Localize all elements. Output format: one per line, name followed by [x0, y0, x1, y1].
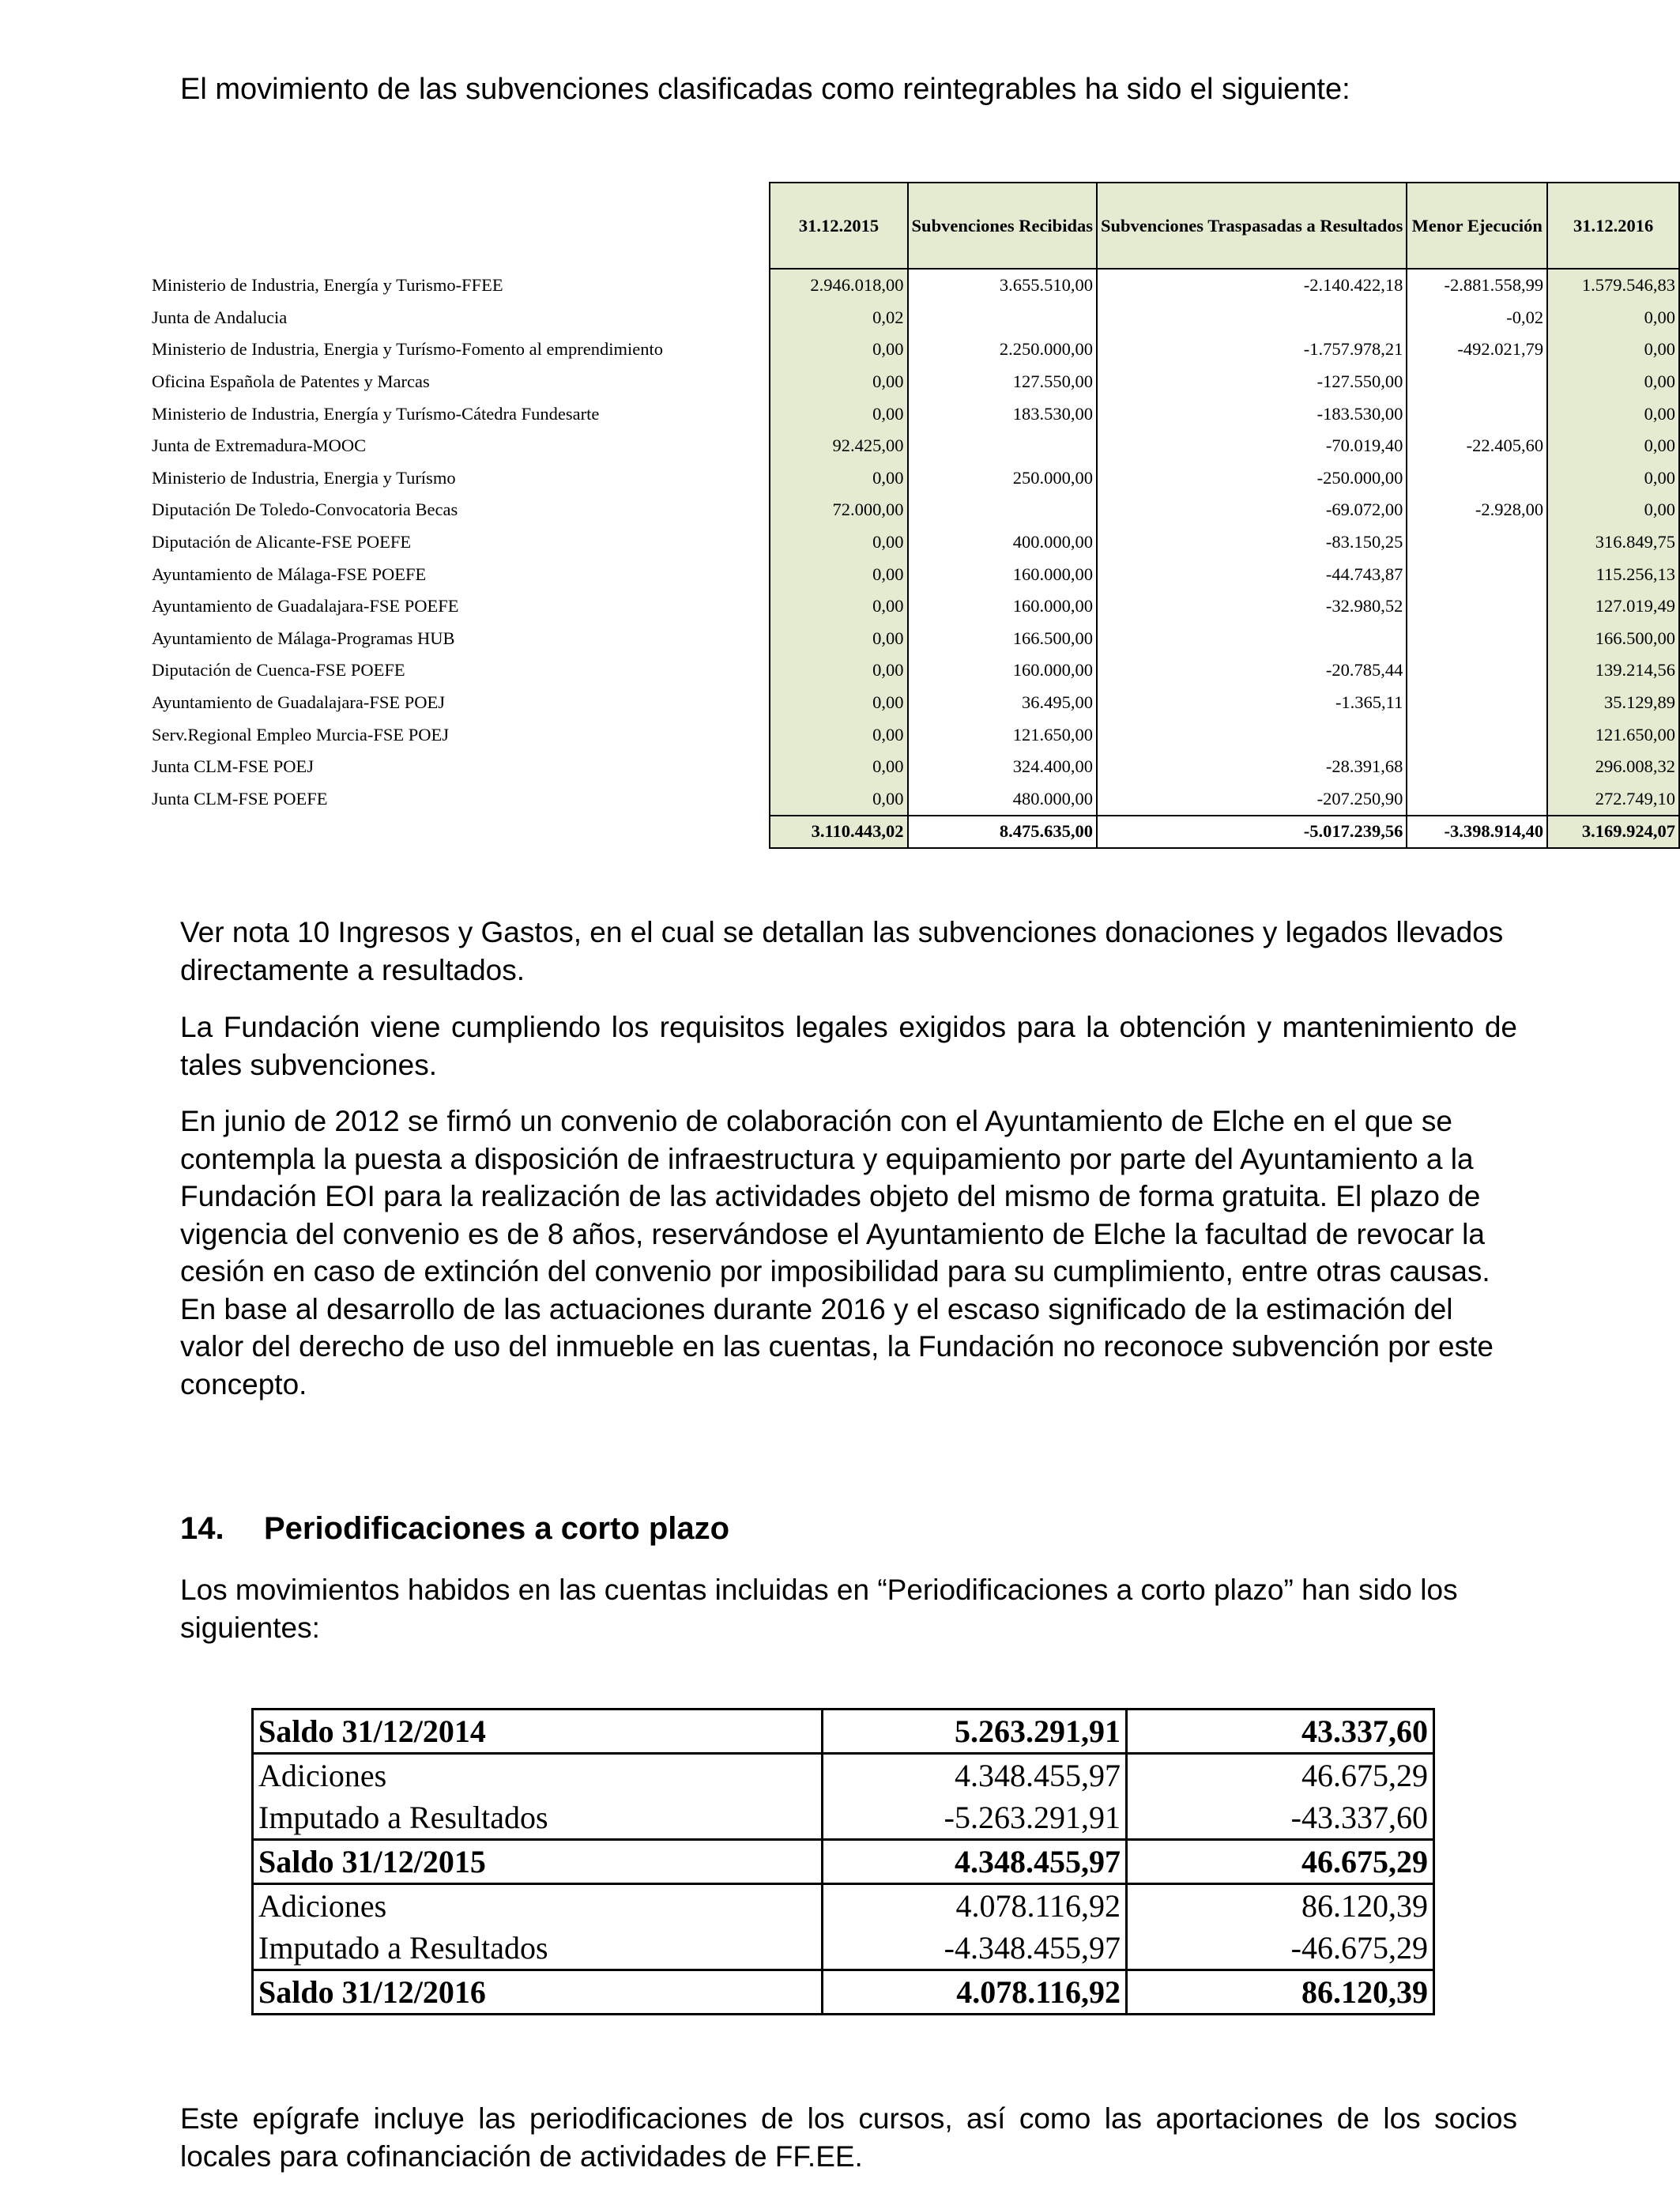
amount-cell: 36.495,00: [908, 687, 1097, 719]
amount-cell: -20.785,44: [1097, 654, 1407, 687]
periodificaciones-table: [251, 1708, 1435, 2015]
paragraph-convenio-elche: En junio de 2012 se firmó un convenio de colaboración con el Ayuntamiento de Elche en el que se contempla la puesta a disposición de infraestructura y equipamiento por parte del Ayuntamiento a la Fundación EOI para la realización de las actividades objeto del mismo de forma gratuita. El plazo de vigencia del convenio es de 8 años, reservándose el Ayuntamiento de Elche la facultad de revocar la cesión en caso de extinción del convenio por imposibilidad para su cumplimiento, entre otras causas. En base al desarrollo de las actuaciones durante 2016 y el escaso significado de la estimación del valor del derecho de uso del inmueble en las cuentas, la Fundación no reconoce subvención por este concepto.: [180, 1105, 1494, 1400]
entity-name: Junta de Andalucia: [152, 307, 288, 327]
amount-cell: [1407, 623, 1547, 655]
amount-cell: 139.214,56: [1547, 654, 1679, 687]
amount-col-1: -5.263.291,91: [823, 1796, 1127, 1840]
amount-cell: -1.757.978,21: [1097, 334, 1407, 366]
amount-cell: 121.650,00: [1547, 718, 1679, 751]
total-cell: 3.169.924,07: [1547, 816, 1679, 848]
section-14-intro: Los movimientos habidos en las cuentas incluidas en “Periodificaciones a corto plazo” han sido los siguientes:: [180, 1574, 1458, 1644]
amount-cell: 166.500,00: [1547, 623, 1679, 655]
amount-cell: 400.000,00: [908, 526, 1097, 559]
amount-cell: -1.365,11: [1097, 687, 1407, 719]
amount-cell: 296.008,32: [1547, 751, 1679, 783]
amount-cell: [1407, 526, 1547, 559]
amount-cell: [908, 302, 1097, 334]
table-row: [253, 1710, 1434, 1754]
totals-row: [150, 816, 1679, 848]
row-label: Adiciones: [253, 1884, 823, 1928]
amount-cell: 0,00: [770, 654, 907, 687]
totals-blank: [150, 816, 770, 848]
amount-cell: 127.550,00: [908, 366, 1097, 398]
subsidies-table-wrap: [150, 182, 1680, 849]
amount-cell: 0,00: [770, 558, 907, 590]
table-row: [150, 430, 1679, 462]
entity-name: Junta CLM-FSE POEFE: [152, 789, 328, 809]
table-row: [253, 1884, 1434, 1928]
amount-cell: 0,00: [1547, 302, 1679, 334]
entity-name: Ministerio de Industria, Energía y Turismo-FFEE: [152, 274, 503, 295]
entity-name: Ministerio de Industria, Energía y Turísmo-Cátedra Fundesarte: [152, 403, 600, 424]
amount-cell: -0,02: [1407, 302, 1547, 334]
table-row: [253, 1927, 1434, 1970]
amount-col-1: 4.078.116,92: [823, 1970, 1127, 2015]
amount-cell: [1097, 718, 1407, 751]
amount-cell: 324.400,00: [908, 751, 1097, 783]
entity-name: Serv.Regional Empleo Murcia-FSE POEJ: [152, 724, 449, 745]
subsidies-header-row: [150, 183, 1679, 269]
amount-cell: -2.881.558,99: [1407, 269, 1547, 302]
amount-cell: 35.129,89: [1547, 687, 1679, 719]
amount-cell: 272.749,10: [1547, 783, 1679, 816]
entity-name: Diputación de Alicante-FSE POEFE: [152, 532, 412, 552]
table-row: [150, 623, 1679, 655]
amount-col-2: 43.337,60: [1127, 1710, 1434, 1754]
amount-cell: -70.019,40: [1097, 430, 1407, 462]
header-2016: 31.12.2016: [1547, 183, 1679, 269]
amount-cell: -492.021,79: [1407, 334, 1547, 366]
amount-cell: [1407, 462, 1547, 495]
amount-cell: 0,00: [770, 751, 907, 783]
table-row: [150, 751, 1679, 783]
table-row: [253, 1970, 1434, 2015]
amount-cell: -83.150,25: [1097, 526, 1407, 559]
header-2015: 31.12.2015: [770, 183, 907, 269]
amount-cell: [1407, 654, 1547, 687]
table-row: [150, 687, 1679, 719]
amount-cell: -69.072,00: [1097, 494, 1407, 526]
amount-cell: 316.849,75: [1547, 526, 1679, 559]
amount-cell: -32.980,52: [1097, 590, 1407, 623]
entity-name: Ayuntamiento de Málaga-Programas HUB: [152, 628, 455, 648]
table-row: [253, 1840, 1434, 1884]
amount-col-2: 46.675,29: [1127, 1840, 1434, 1884]
amount-cell: [1097, 623, 1407, 655]
table-row: [150, 398, 1679, 430]
table-row: [253, 1754, 1434, 1797]
amount-cell: 0,00: [1547, 366, 1679, 398]
intro-text: El movimiento de las subvenciones clasificadas como reintegrables ha sido el siguiente:: [180, 73, 1350, 106]
table-row: [150, 654, 1679, 687]
entity-name: Oficina Española de Patentes y Marcas: [152, 371, 430, 392]
entity-name: Ministerio de Industria, Energia y Turísmo-Fomento al emprendimiento: [152, 339, 664, 360]
amount-cell: 0,00: [770, 398, 907, 430]
section-title: Periodificaciones a corto plazo: [264, 1511, 730, 1546]
total-cell: 3.110.443,02: [770, 816, 907, 848]
amount-cell: 480.000,00: [908, 783, 1097, 816]
amount-cell: 121.650,00: [908, 718, 1097, 751]
amount-col-2: -46.675,29: [1127, 1927, 1434, 1970]
amount-cell: -28.391,68: [1097, 751, 1407, 783]
paragraph-nota-10: Ver nota 10 Ingresos y Gastos, en el cual se detallan las subvenciones donaciones y legados llevados directamente a resultados.: [180, 916, 1504, 986]
entity-name: Junta de Extremadura-MOOC: [152, 435, 367, 456]
amount-cell: [1407, 590, 1547, 623]
amount-cell: 0,00: [770, 462, 907, 495]
amount-col-1: 4.078.116,92: [823, 1884, 1127, 1928]
amount-cell: 183.530,00: [908, 398, 1097, 430]
amount-cell: 72.000,00: [770, 494, 907, 526]
total-cell: 8.475.635,00: [908, 816, 1097, 848]
entity-name: Ministerio de Industria, Energia y Turísmo: [152, 467, 456, 488]
amount-col-2: 86.120,39: [1127, 1884, 1434, 1928]
amount-cell: 2.250.000,00: [908, 334, 1097, 366]
amount-cell: -2.140.422,18: [1097, 269, 1407, 302]
entity-name: Diputación de Cuenca-FSE POEFE: [152, 660, 405, 680]
amount-cell: [908, 494, 1097, 526]
row-label: Imputado a Resultados: [253, 1796, 823, 1840]
amount-cell: 0,00: [1547, 334, 1679, 366]
paragraph-requisitos: La Fundación viene cumpliendo los requisitos legales exigidos para la obtención y mantenimiento de tales subvenciones.: [180, 1011, 1517, 1081]
table-row: [150, 526, 1679, 559]
section-14-heading: [180, 1511, 729, 1547]
amount-cell: 0,00: [770, 366, 907, 398]
amount-cell: 0,00: [770, 526, 907, 559]
row-label: Saldo 31/12/2016: [253, 1970, 823, 2015]
row-label: Saldo 31/12/2014: [253, 1710, 823, 1754]
amount-cell: -2.928,00: [1407, 494, 1547, 526]
amount-col-2: 86.120,39: [1127, 1970, 1434, 2015]
entity-name: Junta CLM-FSE POEJ: [152, 756, 315, 777]
amount-cell: [1407, 398, 1547, 430]
amount-cell: 250.000,00: [908, 462, 1097, 495]
header-recibidas: Subvenciones Recibidas: [908, 183, 1097, 269]
amount-col-1: 4.348.455,97: [823, 1840, 1127, 1884]
entity-name: Ayuntamiento de Guadalajara-FSE POEFE: [152, 596, 459, 616]
table-row: [150, 334, 1679, 366]
table-row: [150, 718, 1679, 751]
total-cell: -5.017.239,56: [1097, 816, 1407, 848]
amount-cell: -127.550,00: [1097, 366, 1407, 398]
amount-cell: 115.256,13: [1547, 558, 1679, 590]
amount-cell: 2.946.018,00: [770, 269, 907, 302]
amount-cell: 1.579.546,83: [1547, 269, 1679, 302]
amount-cell: 0,02: [770, 302, 907, 334]
table-row: [253, 1796, 1434, 1840]
total-cell: -3.398.914,40: [1407, 816, 1547, 848]
table-row: [150, 366, 1679, 398]
amount-cell: 3.655.510,00: [908, 269, 1097, 302]
table-row: [150, 783, 1679, 816]
amount-cell: [1407, 687, 1547, 719]
header-menor-ejecucion: Menor Ejecución: [1407, 183, 1547, 269]
row-label: Adiciones: [253, 1754, 823, 1797]
amount-cell: 0,00: [1547, 462, 1679, 495]
amount-cell: 160.000,00: [908, 590, 1097, 623]
amount-col-1: 5.263.291,91: [823, 1710, 1127, 1754]
section-number: 14.: [180, 1511, 224, 1546]
amount-cell: [908, 430, 1097, 462]
table-row: [150, 462, 1679, 495]
subsidies-table: [150, 182, 1680, 849]
amount-cell: [1407, 783, 1547, 816]
amount-cell: [1407, 751, 1547, 783]
entity-name: Diputación De Toledo-Convocatoria Becas: [152, 499, 458, 520]
amount-cell: [1097, 302, 1407, 334]
amount-cell: 0,00: [770, 687, 907, 719]
amount-cell: 92.425,00: [770, 430, 907, 462]
amount-cell: 0,00: [770, 718, 907, 751]
amount-cell: 0,00: [1547, 430, 1679, 462]
amount-cell: [1407, 718, 1547, 751]
table-row: [150, 269, 1679, 302]
amount-cell: 0,00: [770, 623, 907, 655]
row-label: Saldo 31/12/2015: [253, 1840, 823, 1884]
table-row: [150, 494, 1679, 526]
amount-col-2: 46.675,29: [1127, 1754, 1434, 1797]
table-row: [150, 302, 1679, 334]
header-traspasadas: Subvenciones Traspasadas a Resultados: [1097, 183, 1407, 269]
amount-cell: -183.530,00: [1097, 398, 1407, 430]
amount-cell: 0,00: [1547, 398, 1679, 430]
amount-col-1: 4.348.455,97: [823, 1754, 1127, 1797]
amount-cell: 160.000,00: [908, 654, 1097, 687]
amount-cell: 0,00: [770, 590, 907, 623]
amount-cell: 160.000,00: [908, 558, 1097, 590]
amount-cell: -44.743,87: [1097, 558, 1407, 590]
amount-cell: 166.500,00: [908, 623, 1097, 655]
table-row: [150, 590, 1679, 623]
entity-name: Ayuntamiento de Guadalajara-FSE POEJ: [152, 692, 445, 713]
amount-cell: [1407, 558, 1547, 590]
amount-cell: 0,00: [1547, 494, 1679, 526]
row-label: Imputado a Resultados: [253, 1927, 823, 1970]
closing-paragraph: Este epígrafe incluye las periodificaciones de los cursos, así como las aportaciones de los socios locales para cofinanciación de actividades de FF.EE.: [180, 2102, 1517, 2173]
header-blank: [150, 183, 770, 269]
amount-cell: [1407, 366, 1547, 398]
table-row: [150, 558, 1679, 590]
amount-cell: -22.405,60: [1407, 430, 1547, 462]
amount-cell: 0,00: [770, 334, 907, 366]
amount-col-2: -43.337,60: [1127, 1796, 1434, 1840]
entity-name: Ayuntamiento de Málaga-FSE POEFE: [152, 564, 427, 584]
amount-cell: 127.019,49: [1547, 590, 1679, 623]
amount-cell: 0,00: [770, 783, 907, 816]
amount-col-1: -4.348.455,97: [823, 1927, 1127, 1970]
amount-cell: -250.000,00: [1097, 462, 1407, 495]
amount-cell: -207.250,90: [1097, 783, 1407, 816]
